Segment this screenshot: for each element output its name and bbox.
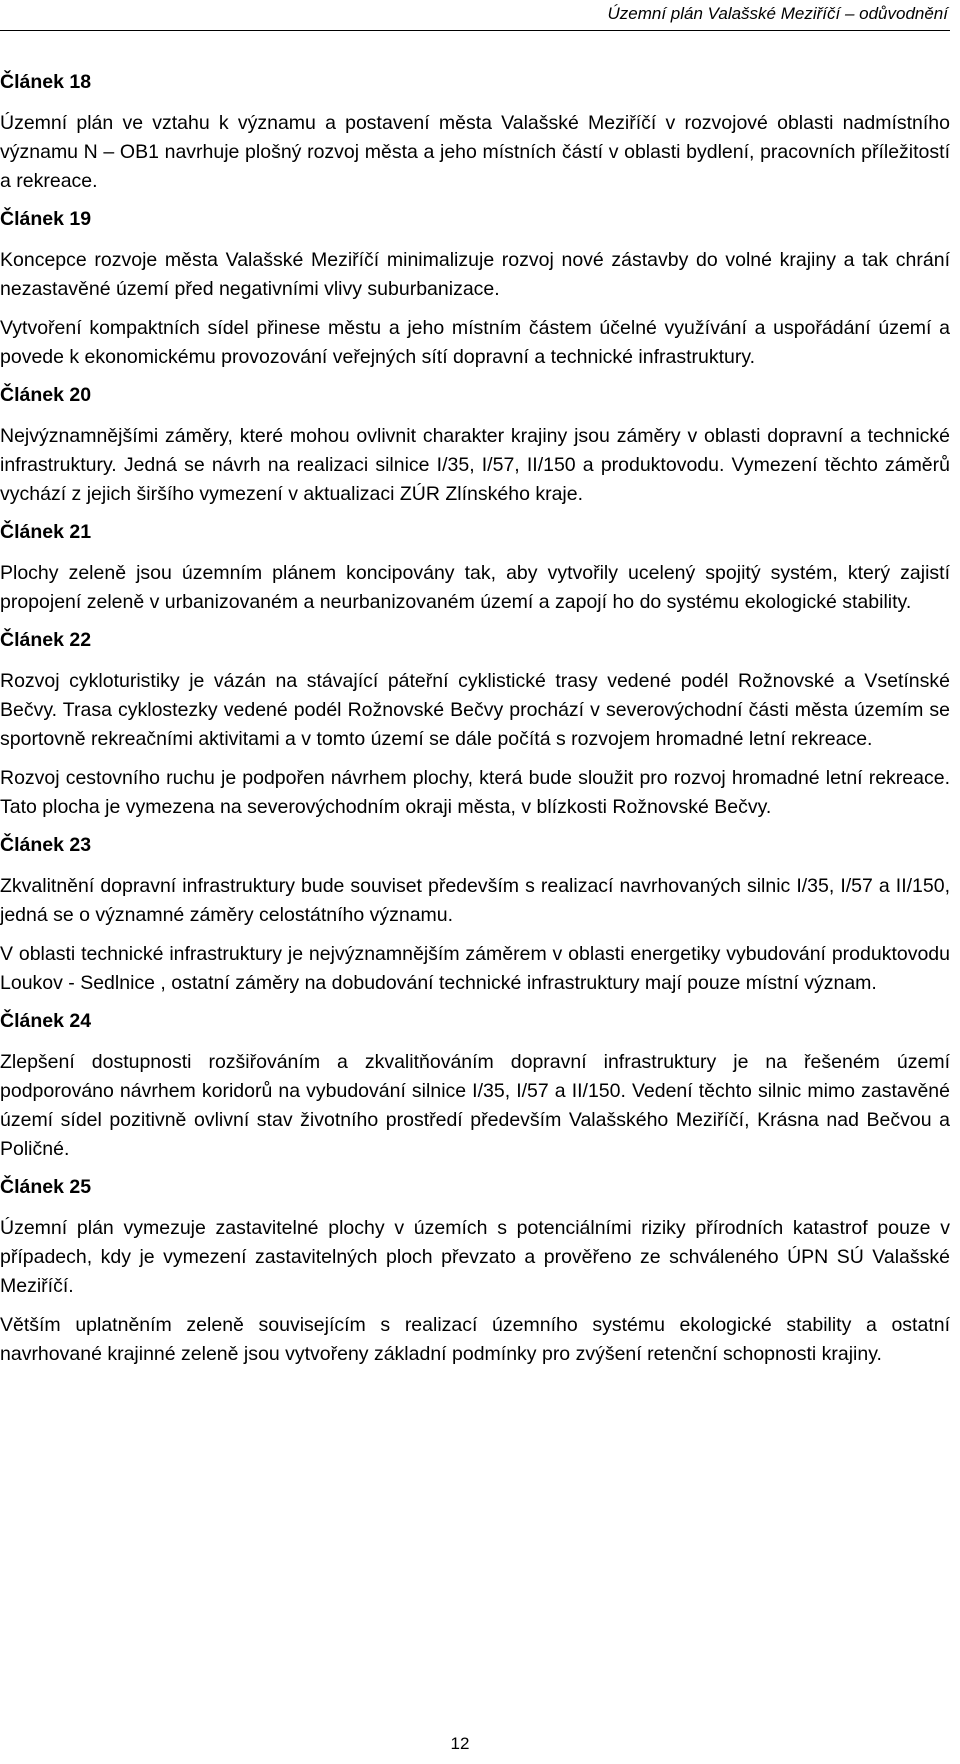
article-heading: Článek 18 — [0, 71, 92, 93]
article-paragraph: Zlepšení dostupnosti rozšiřováním a zkvalitňováním dopravní infrastruktury je na řešeném území podporováno návrhem koridorů na vybudování silnice I/35, I/57 a II/150. Vedení těchto silnic mimo zastavěné území sídel pozitivně ovlivní stav životního prostředí především Valašského Meziříčí, Krásna nad Bečvou a Poličné. — [0, 1051, 950, 1160]
article-heading: Článek 24 — [0, 1010, 92, 1032]
article-heading: Článek 25 — [0, 1176, 92, 1198]
article-paragraph: Větším uplatněním zeleně souvisejícím s realizací územního systému ekologické stability a ostatní navrhované krajinné zeleně jsou vytvořeny základní podmínky pro zvýšení retenční schopnosti krajiny. — [0, 1314, 950, 1365]
article-paragraph: Zkvalitnění dopravní infrastruktury bude souviset především s realizací navrhovaných silnic I/35, I/57 a II/150, jedná se o významné záměry celostátního významu. — [0, 875, 950, 926]
article-heading: Článek 20 — [0, 384, 92, 406]
article-paragraph: Koncepce rozvoje města Valašské Meziříčí minimalizuje rozvoj nové zástavby do volné krajiny a tak chrání nezastavěné území před negativními vlivy suburbanizace. — [0, 249, 950, 300]
article-paragraph: Vytvoření kompaktních sídel přinese městu a jeho místním částem účelné využívání a uspořádání území a povede k ekonomickému provozování veřejných sítí dopravní a technické infrastruktury. — [0, 317, 950, 368]
page-header-title: Územní plán Valašské Meziříčí – odůvodnění — [607, 4, 948, 23]
article-heading: Článek 22 — [0, 629, 92, 651]
article-22 — [0, 627, 950, 822]
article-paragraph: Nejvýznamnějšími záměry, které mohou ovlivnit charakter krajiny jsou záměry v oblasti dopravní a technické infrastruktury. Jedná se návrh na realizaci silnice I/35, I/57, II/150 a produktovodu. Vymezení těchto záměrů vychází z jejich širšího vymezení v aktualizaci ZÚR Zlínského kraje. — [0, 425, 950, 505]
article-21 — [0, 519, 950, 617]
header-divider — [0, 30, 950, 31]
document-body — [0, 69, 950, 1379]
article-paragraph: Plochy zeleně jsou územním plánem koncipovány tak, aby vytvořily ucelený spojitý systém, který zajistí propojení zeleně v urbanizovaném a neurbanizovaném území a zapojí ho do systému ekologické stability. — [0, 562, 950, 613]
article-25 — [0, 1174, 950, 1369]
article-24 — [0, 1008, 950, 1164]
article-20 — [0, 382, 950, 509]
article-23 — [0, 832, 950, 998]
article-heading: Článek 19 — [0, 208, 92, 230]
article-19 — [0, 206, 950, 372]
article-paragraph: Rozvoj cestovního ruchu je podpořen návrhem plochy, která bude sloužit pro rozvoj hromadné letní rekreace. Tato plocha je vymezena na severovýchodním okraji města, v blízkosti Rožnovské Bečvy. — [0, 767, 950, 818]
article-paragraph: Územní plán ve vztahu k významu a postavení města Valašské Meziříčí v rozvojové oblasti nadmístního významu N – OB1 navrhuje plošný rozvoj města a jeho místních částí v oblasti bydlení, pracovních příležitostí a rekreace. — [0, 112, 950, 192]
page-number: 12 — [450, 1734, 470, 1753]
article-heading: Článek 21 — [0, 521, 92, 543]
article-paragraph: V oblasti technické infrastruktury je nejvýznamnějším záměrem v oblasti energetiky vybudování produktovodu Loukov - Sedlnice , ostatní záměry na dobudování technické infrastruktury mají pouze místní význam. — [0, 943, 950, 994]
article-paragraph: Rozvoj cykloturistiky je vázán na stávající páteřní cyklistické trasy vedené podél Rožnovské a Vsetínské Bečvy. Trasa cyklostezky vedené podél Rožnovské Bečvy prochází v severovýchodní části města územím se sportovně rekreačními aktivitami a v tomto území se dále počítá s rozvojem hromadné letní rekreace. — [0, 670, 950, 750]
article-paragraph: Územní plán vymezuje zastavitelné plochy v územích s potenciálními riziky přírodních katastrof pouze v případech, kdy je vymezení zastavitelných ploch převzato a prověřeno ze schváleného ÚPN SÚ Valašské Meziříčí. — [0, 1217, 950, 1297]
article-heading: Článek 23 — [0, 834, 92, 856]
article-18 — [0, 69, 950, 196]
